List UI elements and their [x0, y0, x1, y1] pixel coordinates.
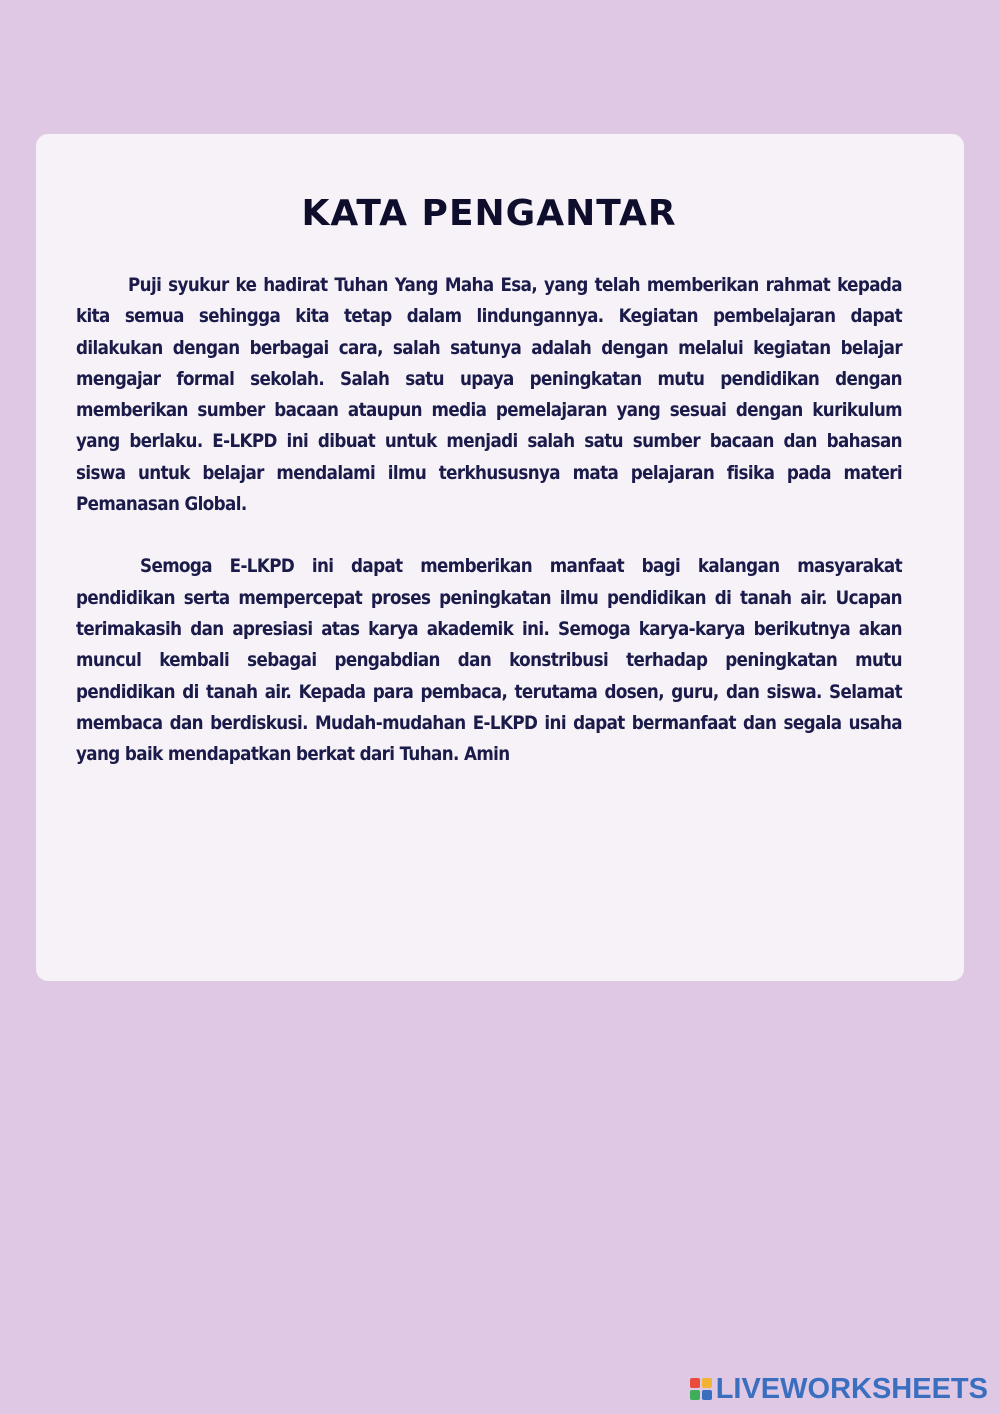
brand-name: LIVEWORKSHEETS — [715, 1373, 988, 1405]
logo-square-e — [702, 1390, 712, 1400]
logo-square-i — [702, 1378, 712, 1388]
logo-square-l — [690, 1378, 700, 1388]
logo-square-v — [690, 1390, 700, 1400]
liveworksheets-logo-icon — [690, 1378, 712, 1400]
page-title: KATA PENGANTAR — [301, 193, 677, 234]
paragraph-intro: Puji syukur ke hadirat Tuhan Yang Maha Esa, yang telah memberikan rahmat kepada kita semua sehingga kita tetap dalam lindungannya. Kegiatan pembelajaran dapat dilakukan dengan berbagai cara, salah satunya adalah dengan melalui kegiatan belajar mengajar formal sekolah. Salah satu upaya peningkatan mutu pendidikan dengan memberikan sumber bacaan ataupun media pemelajaran yang sesuai dengan kurikulum yang berlaku. E-LKPD ini dibuat untuk menjadi salah satu sumber bacaan dan bahasan siswa untuk belajar mendalami ilmu terkhususnya mata pelajaran fisika pada materi Pemanasan Global. — [76, 275, 902, 516]
paragraph-closing: Semoga E-LKPD ini dapat memberikan manfaat bagi kalangan masyarakat pendidikan serta mempercepat proses peningkatan ilmu pendidikan di tanah air. Ucapan terimakasih dan apresiasi atas karya akademik ini. Semoga karya-karya berikutnya akan muncul kembali sebagai pengabdian dan konstribusi terhadap peningkatan mutu pendidikan di tanah air. Kepada para pembaca, terutama dosen, guru, dan siswa. Selamat membaca dan berdiskusi. Mudah-mudahan E-LKPD ini dapat bermanfaat dan segala usaha yang baik mendapatkan berkat dari Tuhan. Amin — [76, 556, 902, 766]
liveworksheets-brand[interactable] — [690, 1374, 988, 1404]
document-card — [36, 134, 964, 981]
